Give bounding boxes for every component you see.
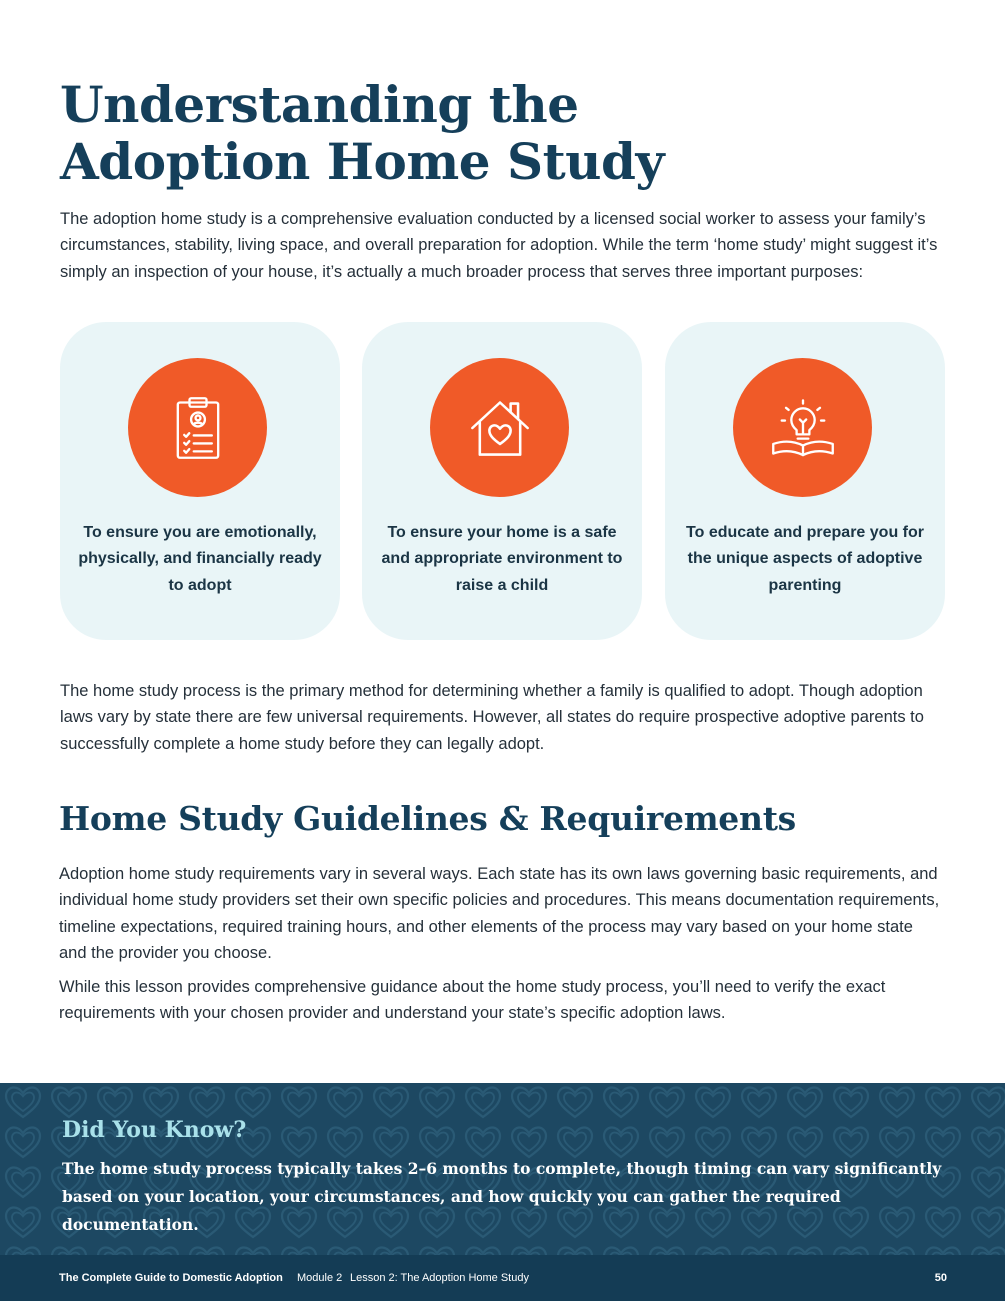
purpose-card-readiness xyxy=(60,322,340,640)
footer-guide-title: The Complete Guide to Domestic Adoption xyxy=(59,1272,283,1284)
page-title xyxy=(60,76,860,190)
did-you-know-callout xyxy=(0,1083,1005,1255)
purpose-card-education xyxy=(665,322,945,640)
process-paragraph: The home study process is the primary method for determining whether a family is qualified to adopt. Though adoption laws vary by state there are few universal requirements. However, all states do require prospective adoptive parents to successfully complete a home study before they can legally adopt. xyxy=(60,682,924,753)
purpose-card-text: To ensure you are emotionally, physically, and financially ready to adopt xyxy=(78,524,322,594)
clipboard-person-icon xyxy=(164,394,232,462)
intro-paragraph: The adoption home study is a comprehensive evaluation conducted by a licensed social worker to assess your family’s circumstances, stability, living space, and overall preparation for adoption. While the term ‘home study’ might suggest it’s simply an inspection of your house, it’s actually a much broader process that serves three important purposes: xyxy=(60,210,938,281)
footer-module: Module 2 xyxy=(297,1272,343,1284)
footer-page-number: 50 xyxy=(934,1272,947,1284)
purpose-card-safe-home xyxy=(362,322,642,640)
footer-lesson: Lesson 2: The Adoption Home Study xyxy=(350,1272,529,1284)
purpose-card-text: To educate and prepare you for the unique aspects of adoptive parenting xyxy=(686,524,924,594)
purpose-icon-circle xyxy=(128,358,267,497)
guidelines-paragraph-2: While this lesson provides comprehensive guidance about the home study process, you’ll need to verify the exact requirements with your chosen provider and understand your state’s specific adoption laws. xyxy=(59,978,886,1023)
house-heart-icon xyxy=(466,394,534,462)
did-you-know-body: The home study process typically takes 2–6 months to complete, though timing can vary significantly based on your location, your circumstances, and how quickly you can gather the required documentation. xyxy=(62,1159,942,1234)
purpose-icon-circle xyxy=(430,358,569,497)
purpose-icon-circle xyxy=(733,358,872,497)
did-you-know-heading: Did You Know? xyxy=(62,1117,247,1143)
purpose-card-text: To ensure your home is a safe and appropriate environment to raise a child xyxy=(381,524,623,594)
purpose-cards xyxy=(60,322,945,640)
page-title-line-2: Adoption Home Study xyxy=(60,132,665,191)
guidelines-paragraph-1: Adoption home study requirements vary in several ways. Each state has its own laws governing basic requirements, and individual home study providers set their own specific policies and procedures. This means documentation requirements, timeline expectations, required training hours, and other elements of the process may vary based on your home state and the provider you choose. xyxy=(59,865,940,962)
section-heading: Home Study Guidelines & Requirements xyxy=(59,799,796,838)
page-footer xyxy=(0,1255,1005,1301)
page-title-line-1: Understanding the xyxy=(60,75,579,134)
lightbulb-book-icon xyxy=(769,394,837,462)
